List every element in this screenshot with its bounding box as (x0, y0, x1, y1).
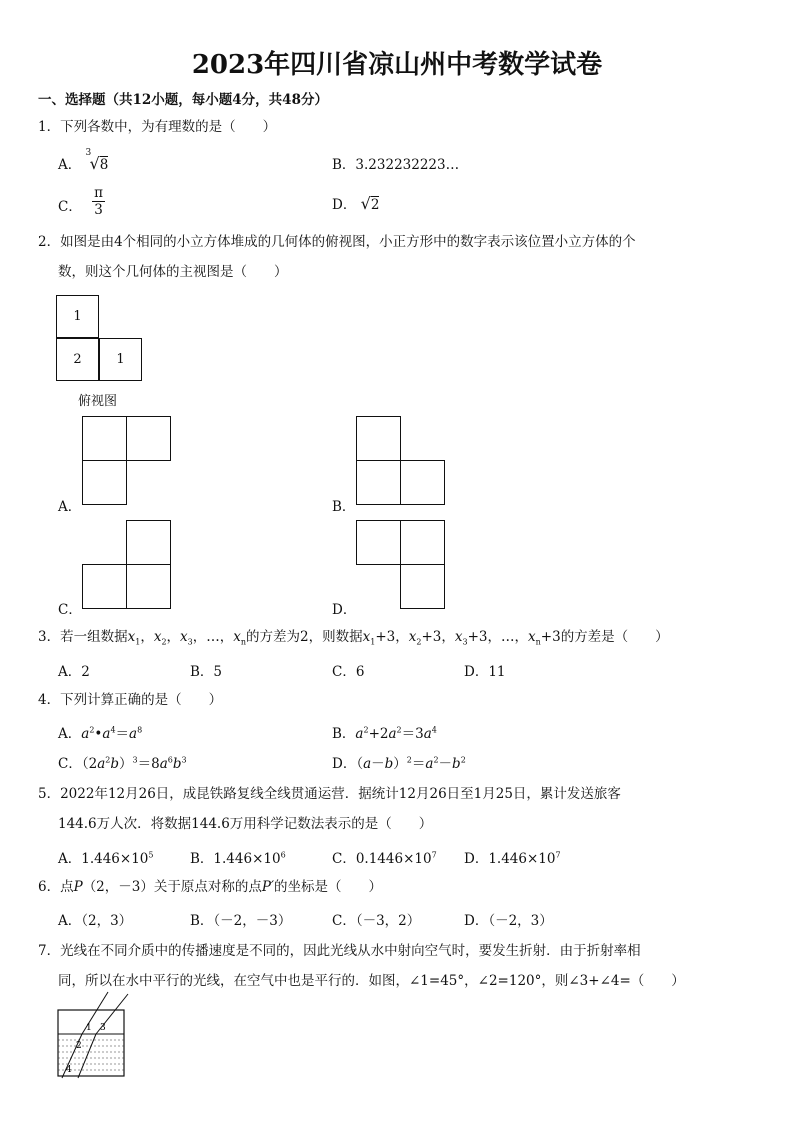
q1-fraction-num: π (94, 185, 104, 201)
q6-stem-part: 6．点 (38, 879, 74, 895)
question-3-stem: 3．若一组数据$x_1$，$x_2$，$x_3$，…，$x_n$的方差为2，则数据$x_1+3$，$x_2+3$，$x_3+3$，…，$x_n+3$的方差是（ ） (38, 629, 669, 647)
q1-option-d: D． √2 (332, 194, 380, 213)
q3-option-c: C．6 (332, 664, 365, 680)
q3-option-a: A．2 (58, 664, 90, 680)
q3-stem-part: 3．若一组数据 (38, 629, 128, 645)
figure-square (400, 460, 445, 505)
q3-option-d: D．11 (464, 664, 506, 680)
q2-option-b-label: B． (332, 499, 356, 515)
q6-point-p-prime: P′ (261, 879, 275, 895)
q4-option-b-label: B． (332, 726, 356, 742)
q4-option-c: C．$(2a^2b)^3=8a^6b^3$ (58, 755, 187, 772)
q5-option-a-text: A．1.446×10 (58, 851, 149, 867)
q5-option-d-exponent: 7 (555, 850, 561, 860)
q5-option-a (58, 847, 153, 867)
angle-label: 3 (100, 1023, 106, 1033)
top-view-cell: 2 (56, 338, 99, 381)
q1-option-d-label: D． (332, 197, 357, 213)
q5-option-d-text: D．1.446×10 (464, 851, 556, 867)
figure-square (356, 416, 401, 461)
figure-square (400, 520, 445, 565)
q5-option-a-exponent: 5 (148, 850, 154, 860)
top-view-cell: 1 (99, 338, 142, 381)
q6-option-c: C．（－3，2） (332, 913, 421, 929)
q4-option-d-label: D． (332, 756, 357, 772)
figure-square (400, 564, 445, 609)
q2-option-d-label: D． (332, 602, 357, 618)
question-1-stem: 1．下列各数中，为有理数的是（ ） (38, 119, 277, 135)
q5-option-b-text: B．1.446×10 (190, 851, 281, 867)
q1-option-a-label: A． (58, 157, 82, 173)
figure-square (356, 520, 401, 565)
q1-option-a: A． 3 √8 (58, 148, 109, 173)
q4-option-c-label: C． (58, 756, 82, 772)
top-view-caption: 俯视图 (78, 394, 118, 409)
q3-stem-part: 的方差是（ ） (560, 629, 669, 645)
q5-option-b (190, 847, 286, 867)
question-7-stem-line2: 同，所以在水中平行的光线，在空气中也是平行的．如图，∠1=45°，∠2=120°，则∠3+∠4=（ ） (58, 973, 685, 989)
question-5-stem-line1: 5．2022年12月26日，成昆铁路复线全线贯通运营．据统计12月26日至1月25日，累计发送旅客 (38, 786, 621, 802)
q5-option-c (332, 847, 437, 867)
q6-point-p: P (73, 879, 83, 895)
figure-square (126, 520, 171, 565)
angle-label: 4 (66, 1065, 72, 1075)
page-title: 2023年四川省凉山州中考数学试卷 (191, 50, 603, 80)
q5-option-b-exponent: 6 (280, 850, 286, 860)
question-2-stem-line2: 数，则这个几何体的主视图是（ ） (58, 264, 288, 280)
q1-root-index: 3 (85, 148, 92, 158)
q4-option-a: A．$a^2•a^4=a^8$ (58, 725, 143, 742)
figure-square (82, 416, 127, 461)
figure-square (82, 460, 127, 505)
q1-option-c-label: C． (58, 199, 82, 215)
q4-option-b: B．$a^2+2a^2=3a^4$ (332, 725, 437, 742)
q6-option-b: B．（－2，－3） (190, 913, 292, 929)
q2-option-a-label: A． (58, 499, 82, 515)
q1-radicand-d: 2 (370, 197, 380, 213)
q1-option-c (58, 185, 105, 218)
figure-square (126, 564, 171, 609)
figure-square (356, 460, 401, 505)
question-7-stem-line1: 7．光线在不同介质中的传播速度是不同的，因此光线从水中射向空气时，要发生折射．由于折射率相 (38, 943, 641, 959)
question-2-stem-line1: 2．如图是由4个相同的小立方体堆成的几何体的俯视图，小正方形中的数字表示该位置小立方体的个 (38, 234, 636, 250)
refraction-figure (52, 990, 132, 1080)
q3-option-b: B．5 (190, 664, 223, 680)
q2-option-c-label: C． (58, 602, 82, 618)
q5-option-d (464, 847, 561, 867)
q1-fraction-den: 3 (94, 202, 103, 218)
q1-option-b: B．3.232232223… (332, 157, 460, 173)
angle-label: 2 (76, 1041, 82, 1051)
q6-stem-part: 的坐标是（ ） (274, 879, 383, 895)
q6-stem-part: （2，－3）关于原点对称的点 (82, 879, 262, 895)
q5-option-c-text: C．0.1446×10 (332, 851, 432, 867)
question-6-stem (38, 877, 382, 897)
q6-option-a: A．（2，3） (58, 913, 133, 929)
q1-radicand-a: 8 (99, 157, 109, 173)
q6-option-d: D．（－2，3） (464, 913, 553, 929)
angle-label: 1 (86, 1023, 92, 1033)
figure-square (82, 564, 127, 609)
top-view-cell: 1 (56, 295, 99, 338)
question-5-stem-line2: 144.6万人次．将数据144.6万用科学记数法表示的是（ ） (58, 816, 433, 832)
top-view-figure (56, 295, 146, 383)
figure-square (126, 416, 171, 461)
q5-option-c-exponent: 7 (431, 850, 437, 860)
question-4-stem: 4．下列计算正确的是（ ） (38, 692, 223, 708)
q4-option-a-label: A． (58, 726, 82, 742)
section-heading: 一、选择题（共12小题，每小题4分，共48分） (38, 92, 328, 108)
q3-stem-part: 的方差为2，则数据 (246, 629, 363, 645)
q4-option-d: D．$(a-b)^2=a^2-b^2$ (332, 755, 466, 772)
